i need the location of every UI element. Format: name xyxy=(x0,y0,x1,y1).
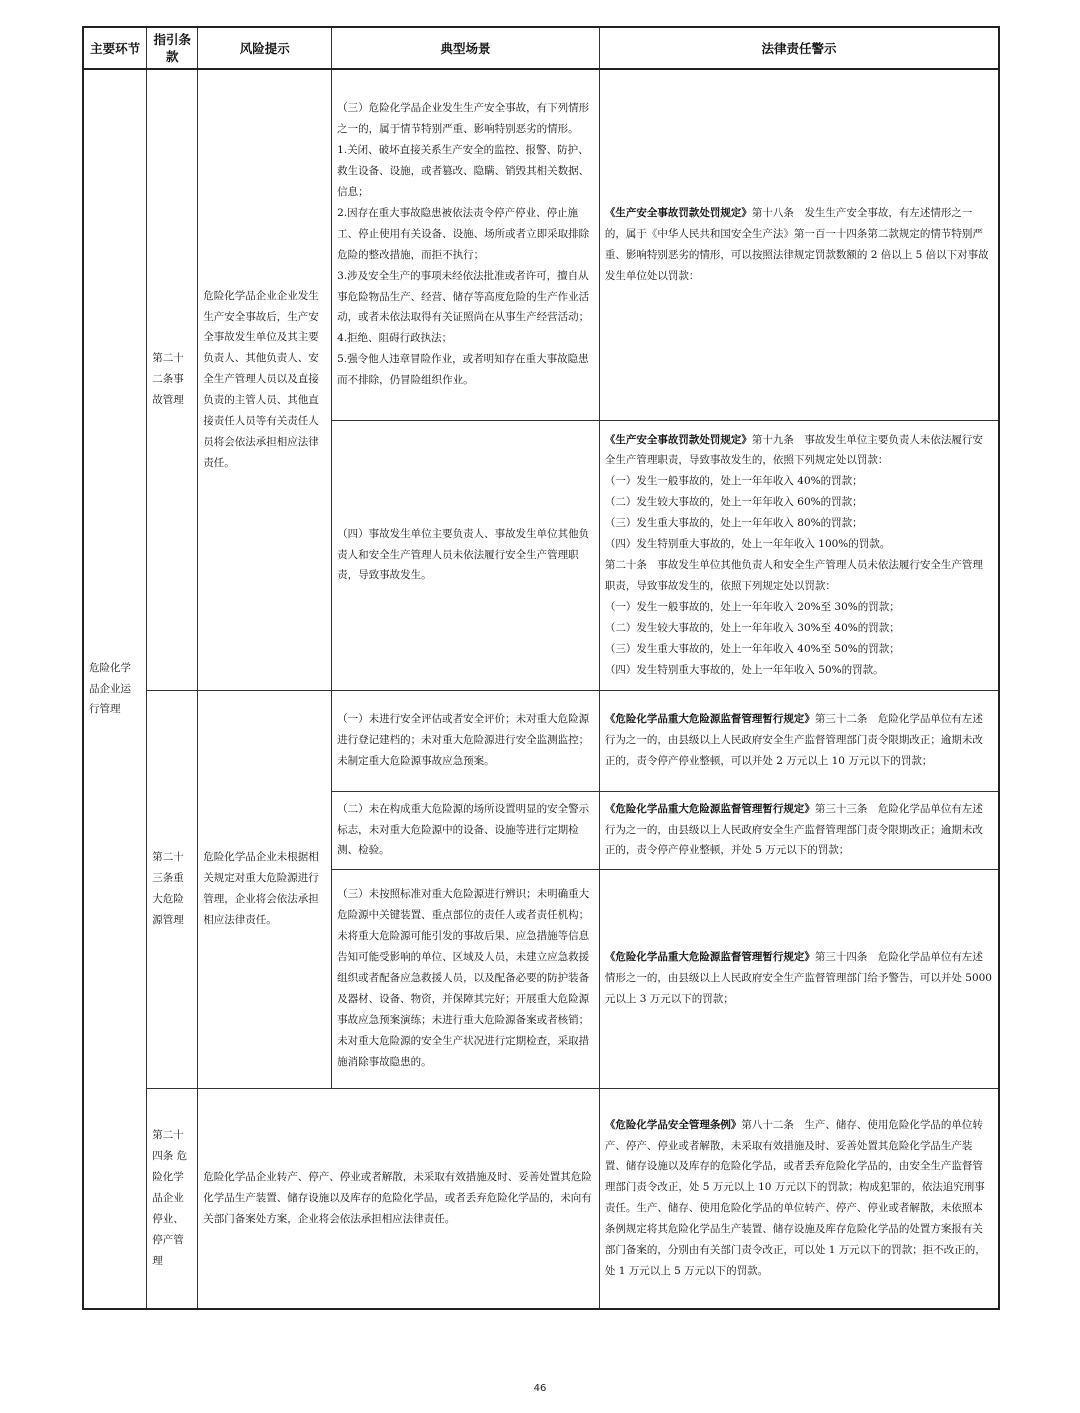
scene-line: （四）事故发生单位主要负责人、事故发生单位其他负责人和安全生产管理人员未依法履行安全生产管理职责，导致事故发生。 xyxy=(337,527,590,582)
clause-cell: 第二十二条事故管理 xyxy=(147,69,198,690)
legal-line: （一）发生一般事故的，处上一年年收入 40%的罚款； xyxy=(604,475,863,488)
scene-line: （二）未在构成重大危险源的场所设置明显的安全警示标志，未对重大危险源中的设备、设施等进行定期检测、检验。 xyxy=(337,802,590,857)
page-number: 46 xyxy=(533,1383,547,1394)
scene-line: （一）未进行安全评估或者安全评价；未对重大危险源进行登记建档的；未对重大危险源进行安全监测监控；未制定重大危险源事故应急预案。 xyxy=(337,713,590,767)
scene-line: （三）未按照标准对重大危险源进行辨识；未明确重大危险源中关键装置、重点部位的责任人或者责任机构；未将重大危险源可能引发的事故后果、应急措施等信息告知可能受影响的单位、区域及人员，未建立应急救援组织或者配备应急救援人员，以及配备必要的防护装备及器材、设备、物资，并保障其完好；开展重大危险源事故应急预案演练；未进行重大危险源备案或者核销；未对重大危险源的安全生产状况进行定期检查，采取措施消除事故隐患的。 xyxy=(337,888,590,1068)
main-link-cell: 危险化学品企业运行管理 xyxy=(83,69,147,1309)
scene-cell xyxy=(332,690,600,791)
legal-cell xyxy=(599,690,999,791)
legal-line: （二）发生较大事故的，处上一年年收入 60%的罚款； xyxy=(604,496,863,509)
legal-text: 第十九条 事故发生单位主要负责人未依法履行安全生产管理职责，导致事故发生的，依照下列规定处以罚款： xyxy=(604,433,983,467)
legal-title: 《生产安全事故罚款处罚规定》 xyxy=(604,433,752,446)
legal-title: 《危险化学品安全管理条例》 xyxy=(604,1118,742,1131)
scene-line: 5.强令他人违章冒险作业，或者明知存在重大事故隐患而不排除，仍冒险组织作业。 xyxy=(337,353,589,387)
header-legal: 法律责任警示 xyxy=(599,27,999,69)
clause-cell: 第二十三条重大危险源管理 xyxy=(147,690,198,1088)
legal-line: （四）发生特别重大事故的，处上一年年收入 50%的罚款。 xyxy=(604,663,884,676)
risk-cell: 危险化学品企业企业发生生产安全事故后，生产安全事故发生单位及其主要负责人、其他负责人、安全生产管理人员以及直接负责的主管人员、其他直接责任人员等有关责任人员将会依法承担相应法律责任。 xyxy=(198,69,332,690)
legal-text: 第十八条 发生生产安全事故，有左述情形之一的，属于《中华人民共和国安全生产法》第一百一十四条第二款规定的情节特别严重、影响特别恶劣的情形，可以按照法律规定罚款数额的 2 倍以上 5 倍以下对事故发生单位处以罚款： xyxy=(604,206,989,282)
legal-line: 第二十条 事故发生单位其他负责人和安全生产管理人员未依法履行安全生产管理职责，导致事故发生的，依照下列规定处以罚款： xyxy=(604,559,983,592)
scene-line: （三）危险化学品企业发生生产安全事故，有下列情形之一的，属于情节特别严重、影响特别恶劣的情形。 xyxy=(337,102,590,136)
risk-cell: 危险化学品企业转产、停产、停业或者解散，未采取有效措施及时、妥善处置其危险化学品生产装置、储存设施以及库存的危险化学品，或者丢弃危险化学品的，未向有关部门备案处方案，企业将会依法承担相应法律责任。 xyxy=(198,1088,600,1309)
table-row xyxy=(83,1088,999,1309)
legal-line: （一）发生一般事故的，处上一年年收入 20%至 30%的罚款； xyxy=(604,600,900,613)
legal-line: （三）发生重大事故的，处上一年年收入 80%的罚款； xyxy=(604,517,863,530)
legal-title: 《生产安全事故罚款处罚规定》 xyxy=(604,206,752,219)
scene-cell xyxy=(332,869,600,1088)
legal-title: 《危险化学品重大危险源监督管理暂行规定》 xyxy=(604,713,815,726)
scene-cell xyxy=(332,69,600,420)
legal-line: （三）发生重大事故的，处上一年年收入 40%至 50%的罚款； xyxy=(604,642,900,655)
legal-line: （四）发生特别重大事故的，处上一年年收入 100%的罚款。 xyxy=(604,538,891,551)
header-scene: 典型场景 xyxy=(332,27,600,69)
legal-cell xyxy=(599,420,999,690)
legal-text: 第三十四条 危险化学品单位有左述情形之一的，由县级以上人民政府安全生产监督管理部门给予警告，可以并处 5000 元以上 3 万元以下的罚款； xyxy=(604,951,992,1005)
header-risk: 风险提示 xyxy=(198,27,332,69)
legal-cell xyxy=(599,869,999,1088)
scene-line: 3.涉及安全生产的事项未经依法批准或者许可，擅自从事危险物品生产、经营、储存等高度危险的生产作业活动，或者未依法取得有关证照尚在从事生产经营活动； xyxy=(337,269,590,324)
legal-text: 第三十二条 危险化学品单位有左述行为之一的，由县级以上人民政府安全生产监督管理部门责令限期改正；逾期未改正的，责令停产停业整顿，可以并处 2 万元以上 10 万元以下的罚款； xyxy=(604,713,983,767)
scene-line: 2.因存在重大事故隐患被依法责令停产停业、停止施工、停止使用有关设备、设施、场所或者立即采取排除危险的整改措施，而拒不执行； xyxy=(337,206,590,261)
legal-line: （二）发生较大事故的，处上一年年收入 30%至 40%的罚款； xyxy=(604,621,900,634)
legal-title: 《危险化学品重大危险源监督管理暂行规定》 xyxy=(604,802,815,815)
scene-cell xyxy=(332,791,600,869)
scene-line: 4.拒绝、阻碍行政执法； xyxy=(337,332,453,345)
header-clause: 指引条款 xyxy=(147,27,198,69)
table-header-row xyxy=(83,27,999,69)
regulation-table xyxy=(82,26,1000,1310)
table-row xyxy=(83,690,999,791)
header-main-link: 主要环节 xyxy=(83,27,147,69)
clause-cell: 第二十四条 危险化学品企业停业、停产管理 xyxy=(147,1088,198,1309)
legal-cell xyxy=(599,69,999,420)
risk-cell: 危险化学品企业未根据相关规定对重大危险源进行管理，企业将会依法承担相应法律责任。 xyxy=(198,690,332,1088)
scene-line: 1.关闭、破坏直接关系生产安全的监控、报警、防护、救生设备、设施，或者篡改、隐瞒、销毁其相关数据、信息； xyxy=(337,144,590,199)
legal-text: 第八十二条 生产、储存、使用危险化学品的单位转产、停产、停业或者解散，未采取有效措施及时、妥善处置其危险化学品生产装置、储存设施以及库存的危险化学品，或者丢弃危险化学品的，由安全生产监督管理部门责令改正，处 5 万元以上 10 万元以下的罚款；构成犯罪的，依法追究刑事责任。生产、储存、使用危险化学品的单位转产、停产、停业或者解散，未依照本条例规定将其危险化学品生产装置、储存设施及库存危险化学品的处置方案报有关部门备案的，分别由有关部门责令改正，可以处 1 万元以下的罚款；拒不改正的，处 1 万元以上 5 万元以下的罚款。 xyxy=(604,1118,986,1277)
legal-title: 《危险化学品重大危险源监督管理暂行规定》 xyxy=(604,951,815,964)
legal-text: 第三十三条 危险化学品单位有左述行为之一的，由县级以上人民政府安全生产监督管理部门责令限期改正；逾期未改正的，责令停产停业整顿，并处 5 万元以下的罚款； xyxy=(604,802,983,857)
scene-cell xyxy=(332,420,600,690)
table-row xyxy=(83,69,999,420)
legal-cell xyxy=(599,1088,999,1309)
legal-cell xyxy=(599,791,999,869)
